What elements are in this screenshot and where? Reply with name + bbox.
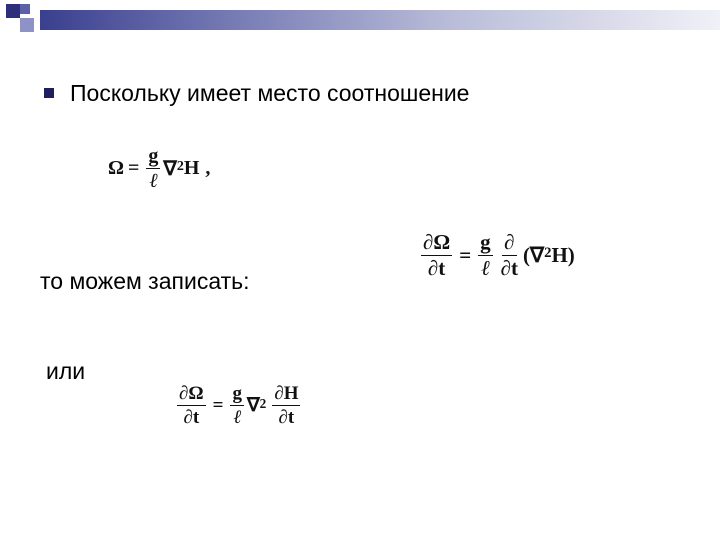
formula2-lhs-fraction	[421, 232, 452, 279]
formula3-rhs-fraction	[272, 384, 300, 427]
formula3-lhs-den: ∂t	[183, 407, 200, 428]
formula1-var: H	[183, 157, 200, 179]
formula-dOmega-dt-2	[174, 384, 303, 427]
header-decoration	[0, 0, 720, 40]
text-or: или	[46, 358, 86, 384]
formula2-num: g	[480, 230, 491, 254]
text-write: то можем записать:	[40, 268, 250, 294]
formula2-d-den: ∂t	[500, 256, 519, 280]
formula2-nabla: ∇	[530, 243, 545, 267]
formula1-nabla: ∇	[163, 158, 177, 180]
formula3-den: ℓ	[233, 407, 242, 428]
formula2-g-fraction	[478, 232, 493, 279]
formula2-eq: =	[459, 243, 472, 267]
formula2-d-num: ∂	[504, 230, 515, 254]
formula2-d-fraction	[499, 232, 520, 279]
header-square-mid	[20, 4, 30, 14]
formula-dOmega-dt-1	[418, 232, 575, 279]
formula2-power: 2	[544, 245, 552, 261]
formula3-power: 2	[259, 395, 267, 411]
header-gradient-bar	[40, 10, 720, 30]
formula2-lhs-num: ∂Ω	[423, 230, 451, 254]
formula1-num: g	[148, 145, 159, 167]
formula2-paren-close: )	[567, 243, 575, 267]
formula1-trail: ,	[205, 157, 211, 179]
formula-omega	[108, 146, 210, 191]
formula2-var: H	[551, 243, 568, 267]
formula3-lhs-fraction	[177, 384, 206, 427]
formula1-lhs: Ω	[108, 157, 125, 179]
formula1-fraction	[146, 146, 160, 191]
bullet-icon	[44, 88, 54, 98]
header-square-light	[20, 18, 34, 32]
formula1-eq: =	[128, 157, 140, 179]
formula3-nabla: ∇	[246, 395, 260, 416]
formula3-lhs-num: ∂Ω	[179, 383, 204, 404]
formula2-paren-open: (	[523, 243, 531, 267]
formula3-g-fraction	[230, 384, 244, 427]
formula3-rhs-num: ∂H	[274, 383, 299, 404]
formula2-lhs-den: ∂t	[427, 256, 446, 280]
formula1-power: 2	[176, 158, 184, 174]
header-square-dark	[6, 4, 20, 18]
formula3-eq: =	[212, 394, 224, 416]
formula3-rhs-den: ∂t	[278, 407, 295, 428]
bullet-text: Поскольку имеет место соотношение	[70, 80, 470, 106]
formula3-num: g	[232, 383, 242, 404]
formula2-den: ℓ	[481, 256, 490, 280]
formula1-den: ℓ	[149, 170, 158, 192]
